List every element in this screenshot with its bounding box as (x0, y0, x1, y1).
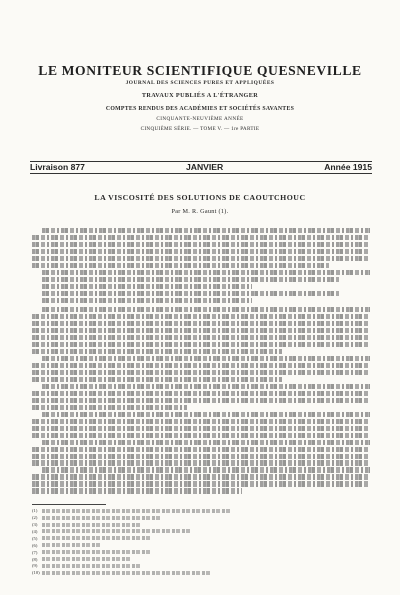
text-line (42, 270, 370, 275)
text-line (32, 398, 370, 403)
footnotes (32, 508, 332, 577)
text-line (42, 298, 252, 303)
text-line (32, 488, 242, 493)
footnote: (5) (32, 536, 332, 542)
text-line (42, 467, 370, 472)
footnote: (9) (32, 563, 332, 569)
text-line (32, 328, 370, 333)
footnote: (8) (32, 556, 332, 562)
footnote: (3) (32, 522, 332, 528)
text-line (32, 405, 187, 410)
issue-bar (30, 162, 372, 172)
text-line (32, 363, 370, 368)
text-line (32, 249, 370, 254)
text-line (32, 481, 370, 486)
text-line (32, 263, 329, 268)
text-line (32, 235, 370, 240)
text-line (32, 474, 370, 479)
text-line (42, 307, 370, 312)
journal-title: LE MONITEUR SCIENTIFIQUE QUESNEVILLE (38, 63, 362, 78)
livraison-number: Livraison 877 (30, 162, 85, 172)
text-line (32, 242, 370, 247)
text-line (42, 291, 339, 296)
text-line (42, 440, 370, 445)
text-line (42, 412, 370, 417)
issue-month: JANVIER (185, 162, 224, 172)
footnote: (2) (32, 515, 332, 521)
text-line (32, 349, 282, 354)
text-line (42, 356, 370, 361)
text-line (32, 321, 370, 326)
text-line (32, 419, 370, 424)
year-line: CINQUANTE-NEUVIÈME ANNÉE (156, 116, 244, 122)
text-line (32, 342, 370, 347)
footnote: (10) (32, 570, 332, 576)
text-line (32, 256, 370, 261)
footnote-rule (32, 504, 106, 505)
text-line (32, 391, 370, 396)
section-heading-travaux: TRAVAUX PUBLIÉS A L'ÉTRANGER (141, 92, 259, 99)
text-line (32, 314, 370, 319)
section-heading-comptes-rendus: COMPTES RENDUS DES ACADÉMIES ET SOCIÉTÉS SAVANTES (105, 106, 295, 112)
text-line (42, 277, 339, 282)
issue-rule-bottom (30, 173, 372, 174)
text-line (32, 447, 370, 452)
issue-year: Année 1915 (324, 162, 372, 172)
series-line: CINQUIÈME SÉRIE. — TOME V. — 1re PARTIE (140, 126, 260, 132)
footnote: (6) (32, 542, 332, 548)
text-line (32, 426, 370, 431)
text-line (42, 284, 252, 289)
text-line (32, 370, 370, 375)
text-line (32, 454, 370, 459)
article-author: Par M. R. Gaunt (1). (171, 208, 229, 215)
text-line (32, 335, 370, 340)
article-body (32, 228, 370, 495)
footnote: (7) (32, 549, 332, 555)
text-line (42, 228, 370, 233)
text-line (32, 460, 370, 465)
journal-subtitle: JOURNAL DES SCIENCES PURES ET APPLIQUÉES (125, 80, 275, 86)
text-line (42, 384, 370, 389)
footnote: (1) (32, 508, 332, 514)
article-title: LA VISCOSITÉ DES SOLUTIONS DE CAOUTCHOUC (94, 193, 306, 202)
text-line (32, 377, 282, 382)
text-line (32, 433, 370, 438)
masthead (0, 63, 400, 133)
footnote: (4) (32, 529, 332, 535)
